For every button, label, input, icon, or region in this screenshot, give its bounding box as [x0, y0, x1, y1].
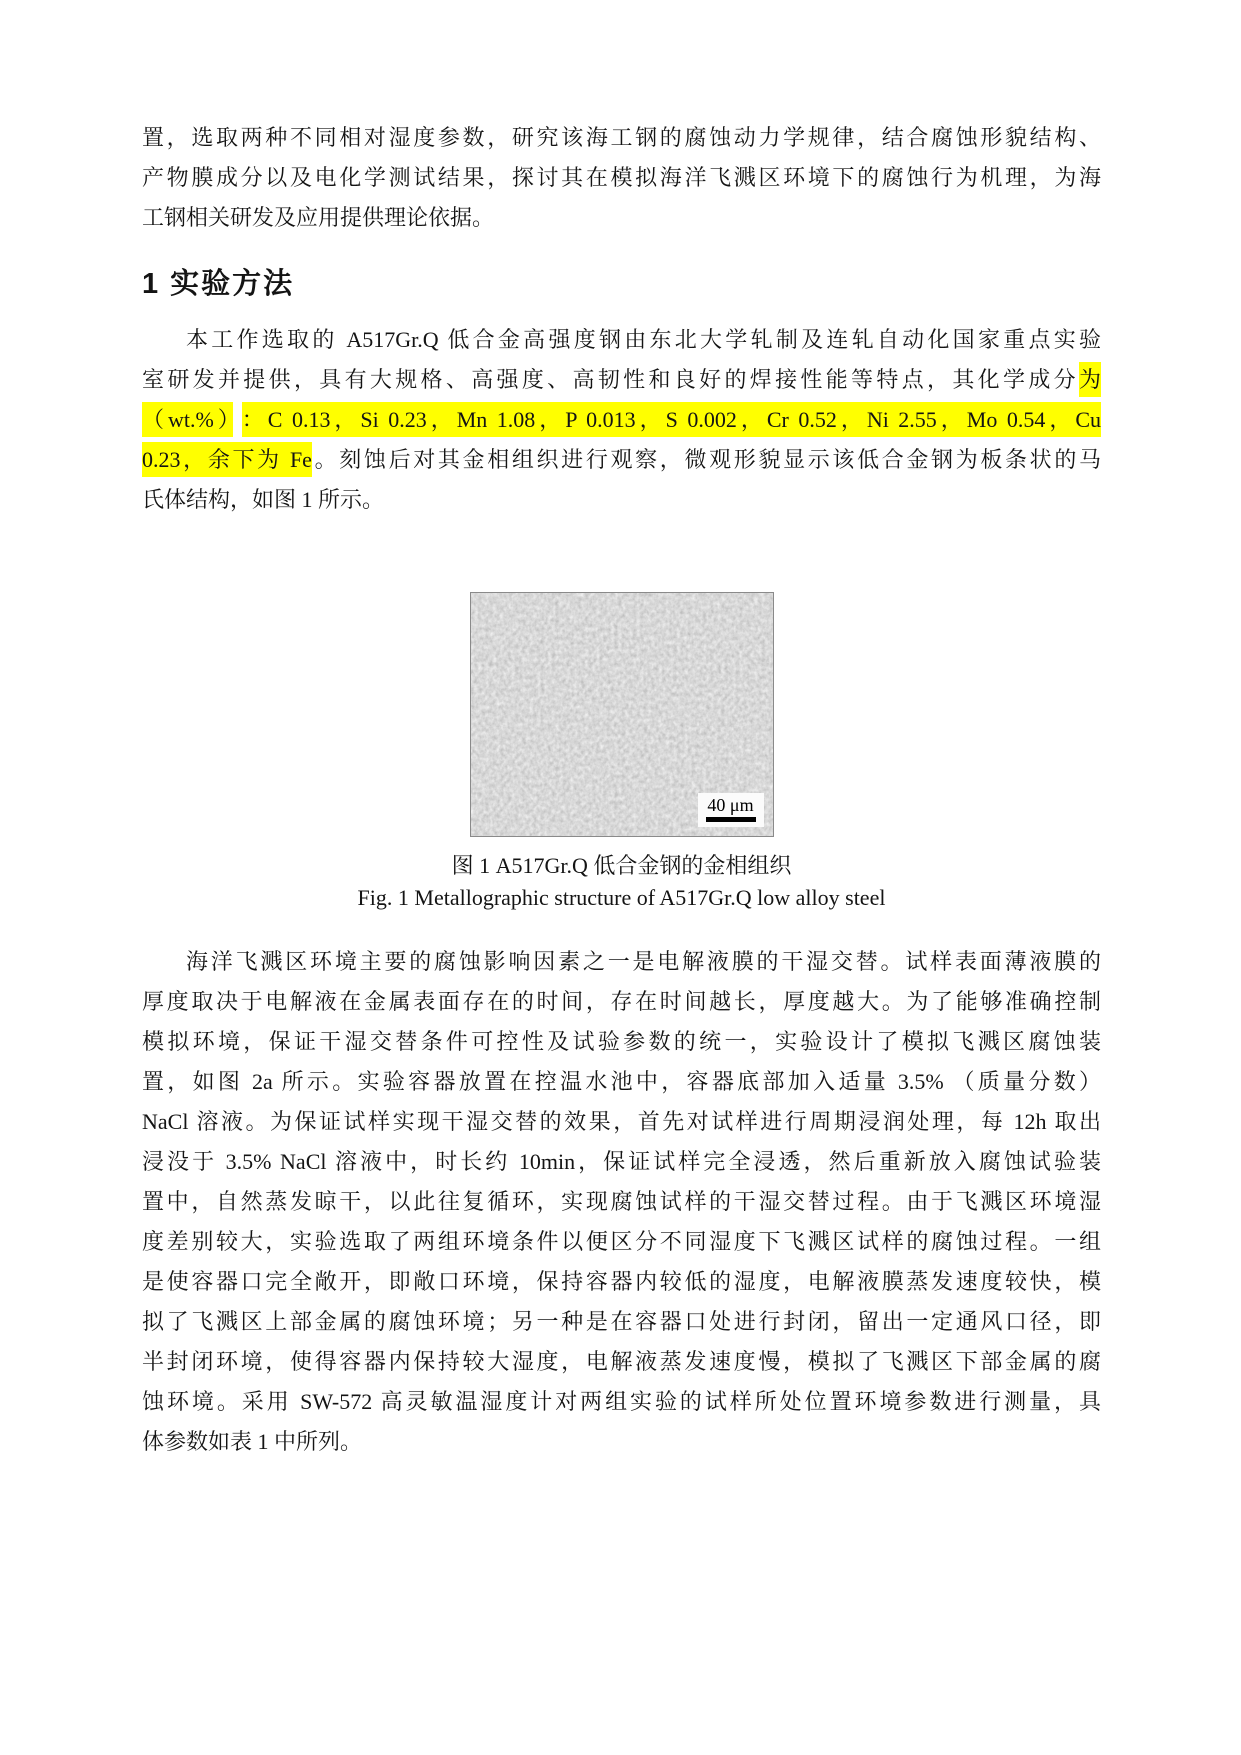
text-line — [142, 118, 1101, 158]
text-line — [142, 198, 1101, 238]
text-segment: 厚度取决于电解液在金属表面存在的时间，存在时间越长，厚度越大。为了能够准确控制 — [142, 989, 1101, 1014]
text-line — [142, 1182, 1101, 1222]
paragraph-methods — [142, 320, 1101, 520]
paragraph-intro-continuation — [142, 118, 1101, 238]
text-segment: 浸没于 3.5% NaCl 溶液中，时长约 10min，保证试样完全浸透，然后重新放入腐蚀试验装 — [142, 1149, 1101, 1174]
text-line — [142, 1422, 1101, 1462]
text-line — [142, 360, 1101, 400]
metallographic-image — [470, 592, 774, 837]
text-segment: 本工作选取的 A517Gr.Q 低合金高强度钢由东北大学轧制及连轧自动化国家重点实验 — [186, 327, 1101, 352]
scale-bar — [698, 793, 764, 827]
text-segment: 度差别较大，实验选取了两组环境条件以便区分不同湿度下飞溅区试样的腐蚀过程。一组 — [142, 1229, 1101, 1254]
figure-caption-en: Fig. 1 Metallographic structure of A517Gr.Q low alloy steel — [357, 885, 886, 910]
text-line — [142, 400, 1101, 440]
text-line — [142, 1342, 1101, 1382]
text-line — [142, 1262, 1101, 1302]
text-segment: NaCl 溶液。为保证试样实现干湿交替的效果，首先对试样进行周期浸润处理，每 12h 取出 — [142, 1109, 1101, 1134]
text-line — [142, 440, 1101, 480]
text-segment: 氏体结构，如图 1 所示。 — [142, 487, 385, 512]
text-segment: 工钢相关研发及应用提供理论依据。 — [142, 205, 495, 230]
scale-label: 40 μm — [707, 795, 754, 815]
text-segment: 室研发并提供，具有大规格、高强度、高韧性和良好的焊接性能等特点，其化学成分 — [142, 367, 1079, 392]
paragraph-environment — [142, 942, 1101, 1462]
text-line — [142, 1382, 1101, 1422]
text-line — [142, 1062, 1101, 1102]
text-segment: 半封闭环境，使得容器内保持较大湿度，电解液蒸发速度慢，模拟了飞溅区下部金属的腐 — [142, 1349, 1101, 1374]
text-segment: 置，选取两种不同相对湿度参数，研究该海工钢的腐蚀动力学规律，结合腐蚀形貌结构、 — [142, 125, 1101, 150]
text-segment: 体参数如表 1 中所列。 — [142, 1429, 363, 1454]
highlighted-text: 为 — [1079, 362, 1101, 397]
figure-1-block — [142, 592, 1101, 914]
text-segment: 是使容器口完全敞开，即敞口环境，保持容器内较低的湿度，电解液膜蒸发速度较快，模 — [142, 1269, 1101, 1294]
text-segment: 。刻蚀后对其金相组织进行观察，微观形貌显示该低合金钢为板条状的马 — [311, 447, 1101, 472]
text-segment: 蚀环境。采用 SW-572 高灵敏温湿度计对两组实验的试样所处位置环境参数进行测量，具 — [142, 1389, 1101, 1414]
text-line — [142, 320, 1101, 360]
text-line — [142, 1222, 1101, 1262]
text-segment: 产物膜成分以及电化学测试结果，探讨其在模拟海洋飞溅区环境下的腐蚀行为机理，为海 — [142, 165, 1101, 190]
text-segment: 拟了飞溅区上部金属的腐蚀环境；另一种是在容器口处进行封闭，留出一定通风口径，即 — [142, 1309, 1101, 1334]
highlighted-text: 0.23，余下为 Fe — [142, 442, 312, 477]
highlighted-text: ：C 0.13，Si 0.23，Mn 1.08，P 0.013，S 0.002，Cr 0.52，Ni 2.55，Mo 0.54，Cu — [242, 402, 1101, 437]
text-segment: 海洋飞溅区环境主要的腐蚀影响因素之一是电解液膜的干湿交替。试样表面薄液膜的 — [186, 949, 1101, 974]
text-line — [142, 1142, 1101, 1182]
text-line — [142, 982, 1101, 1022]
figure-caption-zh: 图 1 A517Gr.Q 低合金钢的金相组织 — [451, 853, 792, 878]
text-line — [142, 942, 1101, 982]
text-line — [142, 1102, 1101, 1142]
text-line — [142, 158, 1101, 198]
section-heading: 1 实验方法 — [142, 268, 295, 300]
text-segment: 置，如图 2a 所示。实验容器放置在控温水池中，容器底部加入适量 3.5% （质量分数） — [142, 1069, 1101, 1094]
highlighted-text: （wt.%） — [142, 402, 233, 437]
scale-bar-line — [706, 817, 756, 822]
text-segment: 模拟环境，保证干湿交替条件可控性及试验参数的统一，实验设计了模拟飞溅区腐蚀装 — [142, 1029, 1101, 1054]
text-line — [142, 480, 1101, 520]
text-line — [142, 1302, 1101, 1342]
text-segment: 置中，自然蒸发晾干，以此往复循环，实现腐蚀试样的干湿交替过程。由于飞溅区环境湿 — [142, 1189, 1101, 1214]
text-line — [142, 1022, 1101, 1062]
